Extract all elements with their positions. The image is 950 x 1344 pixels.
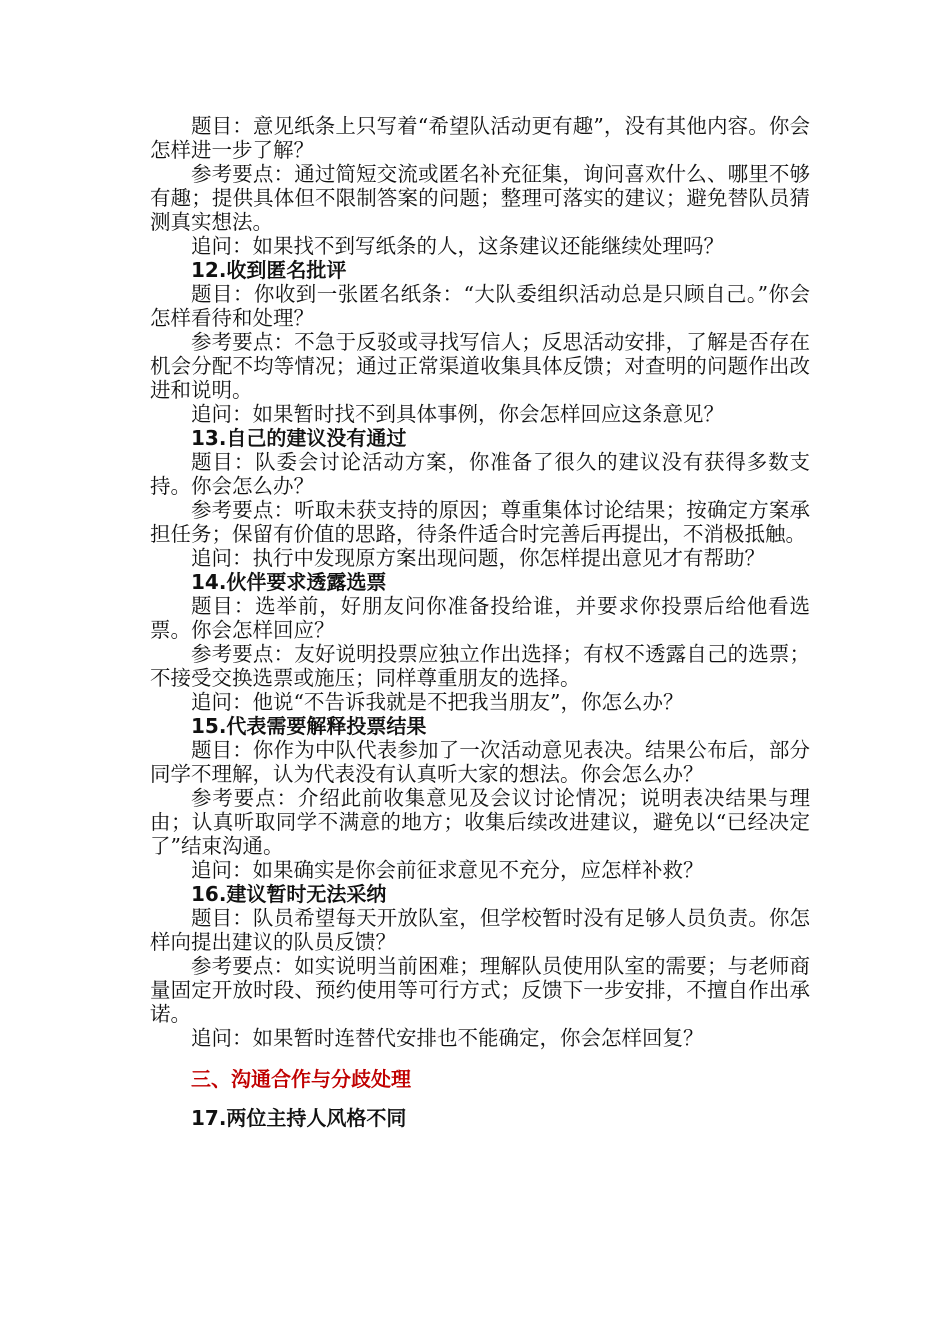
intro-follow-up: 追问：如果找不到写纸条的人，这条建议还能继续处理吗？ (191, 234, 724, 258)
item-title-13: 13.自己的建议没有通过 (191, 426, 407, 450)
item-question-14: 题目：选举前，好朋友问你准备投给谁，并要求你投票后给他看选票。你会怎样回应？ (150, 594, 810, 642)
section-heading: 三、沟通合作与分歧处理 (191, 1067, 411, 1091)
item-title-17: 17.两位主持人风格不同 (191, 1106, 407, 1130)
item-follow-up-12: 追问：如果暂时找不到具体事例，你会怎样回应这条意见？ (191, 402, 724, 426)
item-title-14: 14.伙伴要求透露选票 (191, 570, 387, 594)
item-question-15: 题目：你作为中队代表参加了一次活动意见表决。结果公布后，部分同学不理解，认为代表没有认真听大家的想法。你会怎么办？ (150, 738, 810, 786)
item-key-points-13: 参考要点：听取未获支持的原因；尊重集体讨论结果；按确定方案承担任务；保留有价值的思路，待条件适合时完善后再提出，不消极抵触。 (150, 498, 810, 546)
item-follow-up-16: 追问：如果暂时连替代安排也不能确定，你会怎样回复？ (191, 1026, 704, 1050)
item-follow-up-15: 追问：如果确实是你会前征求意见不充分，应怎样补救？ (191, 858, 704, 882)
intro-question: 题目：意见纸条上只写着“希望队活动更有趣”，没有其他内容。你会怎样进一步了解？ (150, 114, 810, 162)
item-question-12: 题目：你收到一张匿名纸条：“大队委组织活动总是只顾自己。”你会怎样看待和处理？ (150, 282, 810, 330)
item-question-16: 题目：队员希望每天开放队室，但学校暂时没有足够人员负责。你怎样向提出建议的队员反馈？ (150, 906, 810, 954)
item-title-16: 16.建议暂时无法采纳 (191, 882, 387, 906)
item-key-points-12: 参考要点：不急于反驳或寻找写信人；反思活动安排，了解是否存在机会分配不均等情况；通过正常渠道收集具体反馈；对查明的问题作出改进和说明。 (150, 330, 810, 402)
item-follow-up-14: 追问：他说“不告诉我就是不把我当朋友”，你怎么办？ (191, 690, 684, 714)
item-key-points-15: 参考要点：介绍此前收集意见及会议讨论情况；说明表决结果与理由；认真听取同学不满意的地方；收集后续改进建议，避免以“已经决定了”结束沟通。 (150, 786, 810, 858)
item-title-12: 12.收到匿名批评 (191, 258, 347, 282)
document-page (150, 114, 810, 1130)
item-follow-up-13: 追问：执行中发现原方案出现问题，你怎样提出意见才有帮助？ (191, 546, 765, 570)
item-key-points-14: 参考要点：友好说明投票应独立作出选择；有权不透露自己的选票；不接受交换选票或施压；同样尊重朋友的选择。 (150, 642, 810, 690)
item-title-15: 15.代表需要解释投票结果 (191, 714, 427, 738)
item-question-13: 题目：队委会讨论活动方案，你准备了很久的建议没有获得多数支持。你会怎么办？ (150, 450, 810, 498)
intro-key-points: 参考要点：通过简短交流或匿名补充征集，询问喜欢什么、哪里不够有趣；提供具体但不限制答案的问题；整理可落实的建议；避免替队员猜测真实想法。 (150, 162, 810, 234)
item-key-points-16: 参考要点：如实说明当前困难；理解队员使用队室的需要；与老师商量固定开放时段、预约使用等可行方式；反馈下一步安排，不擅自作出承诺。 (150, 954, 810, 1026)
